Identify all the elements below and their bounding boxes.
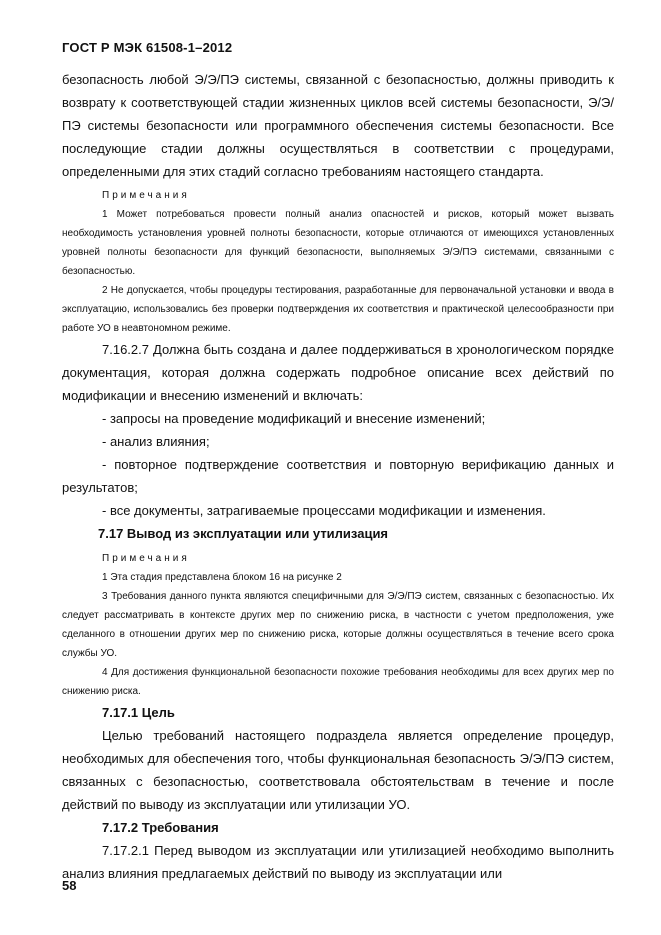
- list-item: - анализ влияния;: [102, 434, 210, 449]
- paragraph: 7.16.2.7 Должна быть создана и далее поддерживаться в хронологическом порядке документация, которая должна содержать подробное описание всех действий по модификации и внесению изменений и включать:: [62, 342, 614, 403]
- section-heading: 7.17 Вывод из эксплуатации или утилизация: [98, 526, 389, 541]
- list-item: - запросы на проведение модификаций и внесение изменений;: [102, 411, 486, 426]
- page-content: [62, 68, 614, 885]
- note: 1 Эта стадия представлена блоком 16 на рисунке 2: [102, 572, 342, 583]
- paragraph: Целью требований настоящего подраздела является определение процедур, необходимых для обеспечения того, чтобы функциональная безопасность Э/Э/ПЭ систем, связанных с безопасностью, соответствовала обстоятельствам в течение и после действий по выводу из эксплуатации или утилизации УО.: [62, 728, 614, 812]
- subsection-heading: 7.17.1 Цель: [102, 705, 175, 720]
- note: 4 Для достижения функциональной безопасности похожие требования необходимы для всех других мер по снижению риска.: [62, 667, 614, 697]
- note: 1 Может потребоваться провести полный анализ опасностей и рисков, который может вызвать необходимость установления уровней полноты безопасности, которые отличаются от имеющихся установленных уровней полноты безопасности для функций безопасности, выполняемых Э/Э/ПЭ системами, связанными с безопасностью.: [62, 209, 614, 277]
- notes-heading: Примечания: [102, 190, 190, 201]
- document-header: ГОСТ Р МЭК 61508-1–2012: [62, 40, 233, 55]
- subsection-heading: 7.17.2 Требования: [102, 820, 219, 835]
- note: 2 Не допускается, чтобы процедуры тестирования, разработанные для первоначальной установки и ввода в эксплуатацию, использовались без проверки подтверждения их соответствия и практической целесообразности при работе УО в неавтономном режиме.: [62, 285, 614, 334]
- list-item: - повторное подтверждение соответствия и повторную верификацию данных и результатов;: [62, 457, 614, 495]
- page-number: 58: [62, 878, 77, 893]
- note: 3 Требования данного пункта являются специфичными для Э/Э/ПЭ систем, связанных с безопасностью. Их следует рассматривать в контексте других мер по снижению риска, в частности с учетом предположения, уже сделанного в отношении других мер по снижению риска, которые должны осуществляться в течение всего срока службы УО.: [62, 591, 614, 659]
- paragraph: безопасность любой Э/Э/ПЭ системы, связанной с безопасностью, должны приводить к возврату к соответствующей стадии жизненных циклов всей системы безопасности, Э/Э/ПЭ системы безопасности или программного обеспечения системы безопасности. Все последующие стадии должны осуществляться в соответствии с процедурами, определенными для этих стадий согласно требованиям настоящего стандарта.: [62, 72, 614, 179]
- paragraph: 7.17.2.1 Перед выводом из эксплуатации или утилизацией необходимо выполнить анализ влияния предлагаемых действий по выводу из эксплуатации или: [62, 843, 614, 881]
- list-item: - все документы, затрагиваемые процессами модификации и изменения.: [102, 503, 546, 518]
- notes-heading: Примечания: [102, 553, 190, 564]
